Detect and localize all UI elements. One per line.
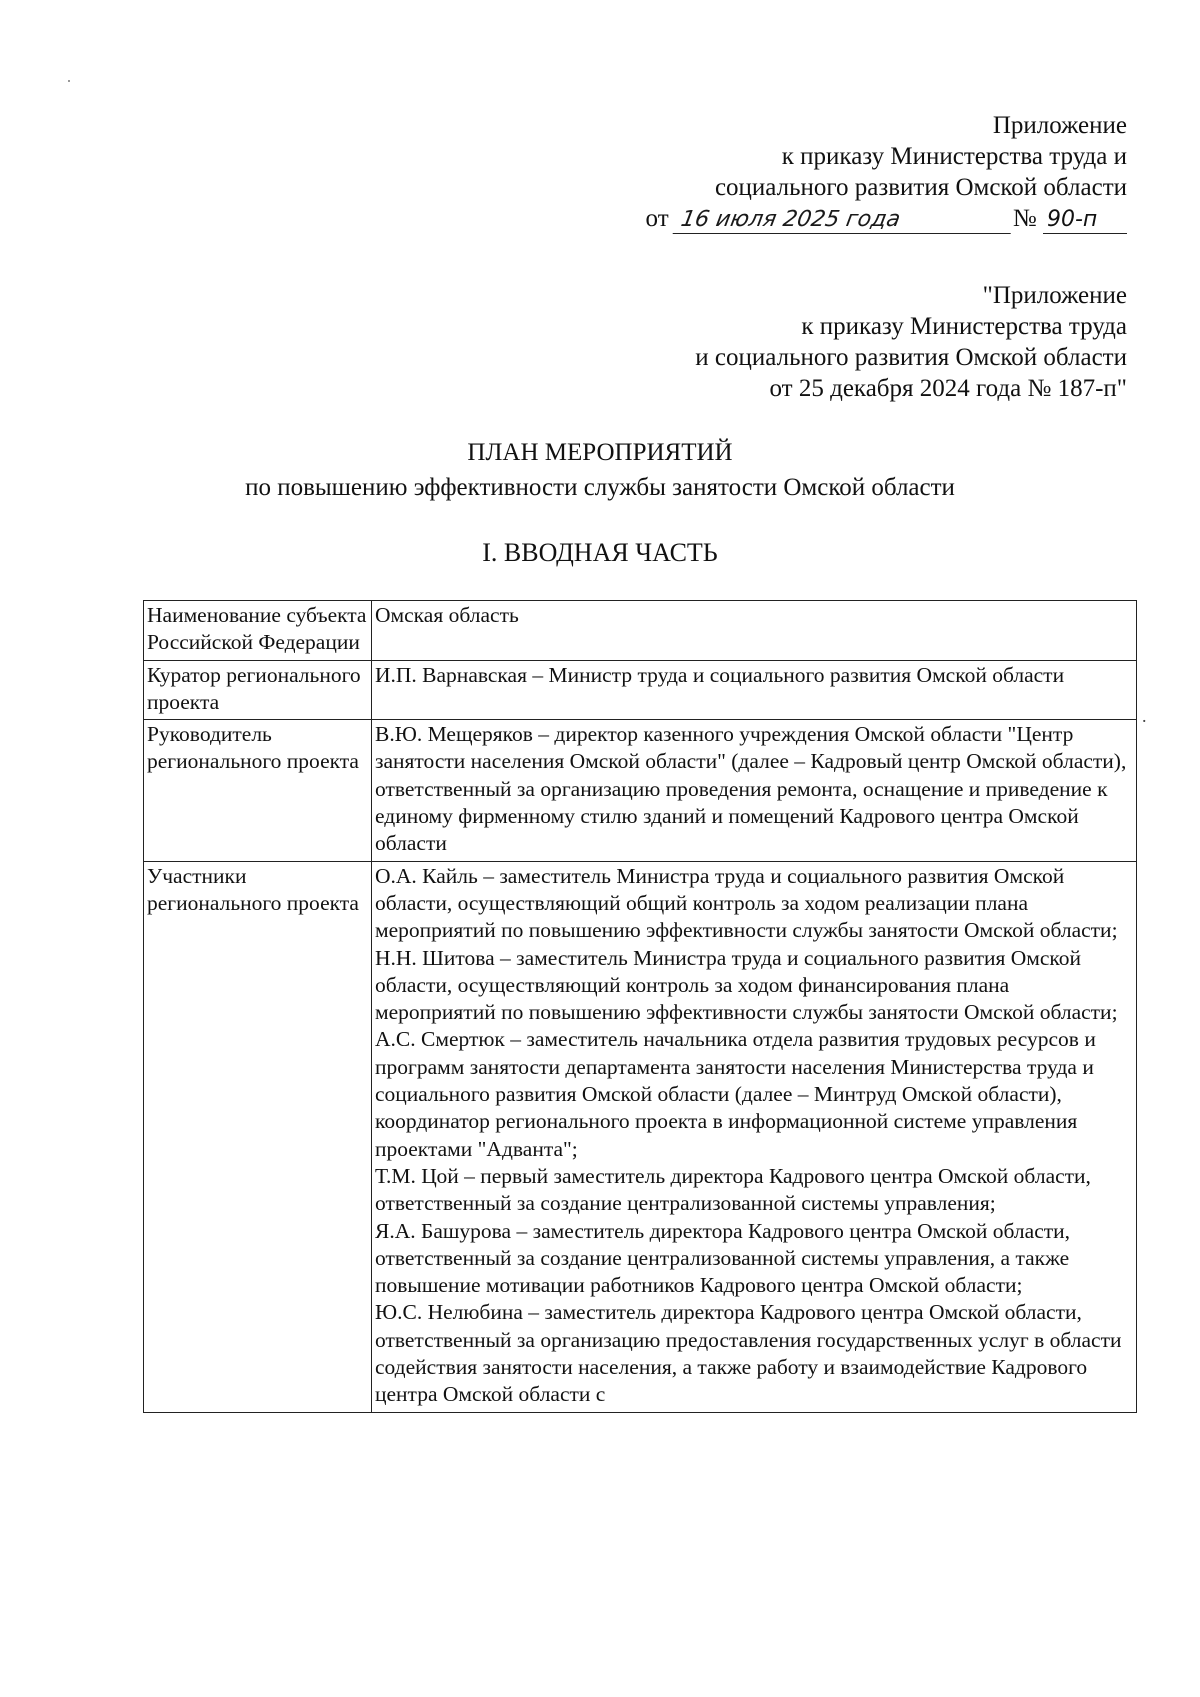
table-row [144,660,1137,720]
row-value-paragraph: Т.М. Цой – первый заместитель директора Кадрового центра Омской области, ответственный за создание централизованной системы управления; [375,1163,1091,1216]
original-appendix-line-2: к приказу Министерства труда [801,313,1127,340]
number-prefix: № [1012,205,1037,232]
row-value-paragraph: Н.Н. Шитова – заместитель Министра труда и социального развития Омской области, осуществляющий контроль за ходом финансирования плана мероприятий по повышению эффективности службы занятости Омской области; [375,945,1118,1025]
original-appendix-line-1: "Приложение [982,282,1127,309]
margin-dot: . [1142,706,1147,726]
row-value-paragraph: В.Ю. Мещеряков – директор казенного учреждения Омской области "Центр занятости населения Омской области" (далее – Кадровый центр Омской области), ответственный за организацию проведения ремонта, оснащение и приведение к единому фирменному стилю зданий и помещений Кадрового центра Омской области [375,722,1127,856]
original-appendix-line-4: от 25 декабря 2024 года № 187-п" [769,375,1127,402]
intro-table [143,600,1137,1413]
table-row [144,861,1137,1412]
table-row [144,601,1137,661]
appendix-line-3: социального развития Омской области [714,174,1127,201]
scan-speck [68,80,70,82]
row-value-paragraph: Я.А. Башурова – заместитель директора Кадрового центра Омской области, ответственный за создание централизованной системы управления, а также повышение мотивации работников Кадрового центра Омской области; [375,1218,1071,1298]
handwritten-date: 16 июля 2025 года [673,207,1016,234]
row-label: Наименование субъекта Российской Федерации [144,601,372,661]
appendix-date-line [646,203,1127,234]
appendix-line-2: к приказу Министерства труда и [781,143,1127,170]
row-label: Участники регионального проекта [144,861,372,1412]
date-prefix: от [645,205,669,232]
row-value-paragraph: О.А. Кайль – заместитель Министра труда и социального развития Омской области, осуществляющий общий контроль за ходом реализации плана мероприятий по повышению эффективности службы занятости Омской области; [375,863,1118,943]
row-label: Руководитель регионального проекта [144,720,372,861]
section-title: I. ВВОДНАЯ ЧАСТЬ [482,538,718,567]
row-value [372,601,1137,661]
table-row [144,720,1137,861]
row-value [372,660,1137,720]
appendix-header [646,110,1127,234]
appendix-line-1: Приложение [992,112,1127,139]
row-label: Куратор регионального проекта [144,660,372,720]
plan-title: ПЛАН МЕРОПРИЯТИЙ [467,439,733,466]
handwritten-number: 90-п [1043,207,1127,234]
row-value [372,720,1137,861]
row-value-paragraph: И.П. Варнавская – Министр труда и социального развития Омской области [375,662,1065,687]
row-value-paragraph: Ю.С. Нелюбина – заместитель директора Кадрового центра Омской области, ответственный за организацию предоставления государственных услуг в области содействия занятости населения, а также работу и взаимодействие Кадрового центра Омской области с [375,1300,1122,1407]
row-value-paragraph: Омская область [375,603,519,627]
plan-subtitle: по повышению эффективности службы занятости Омской области [245,474,955,501]
original-appendix-header [695,280,1127,404]
row-value-paragraph: А.С. Смертюк – заместитель начальника отдела развития трудовых ресурсов и программ занятости департамента занятости населения Министерства труда и социального развития Омской области (далее – Минтруд Омской области), координатор регионального проекта в информационной системе управления проектами "Адванта"; [375,1027,1096,1161]
row-value [372,861,1137,1412]
original-appendix-line-3: и социального развития Омской области [695,344,1127,371]
